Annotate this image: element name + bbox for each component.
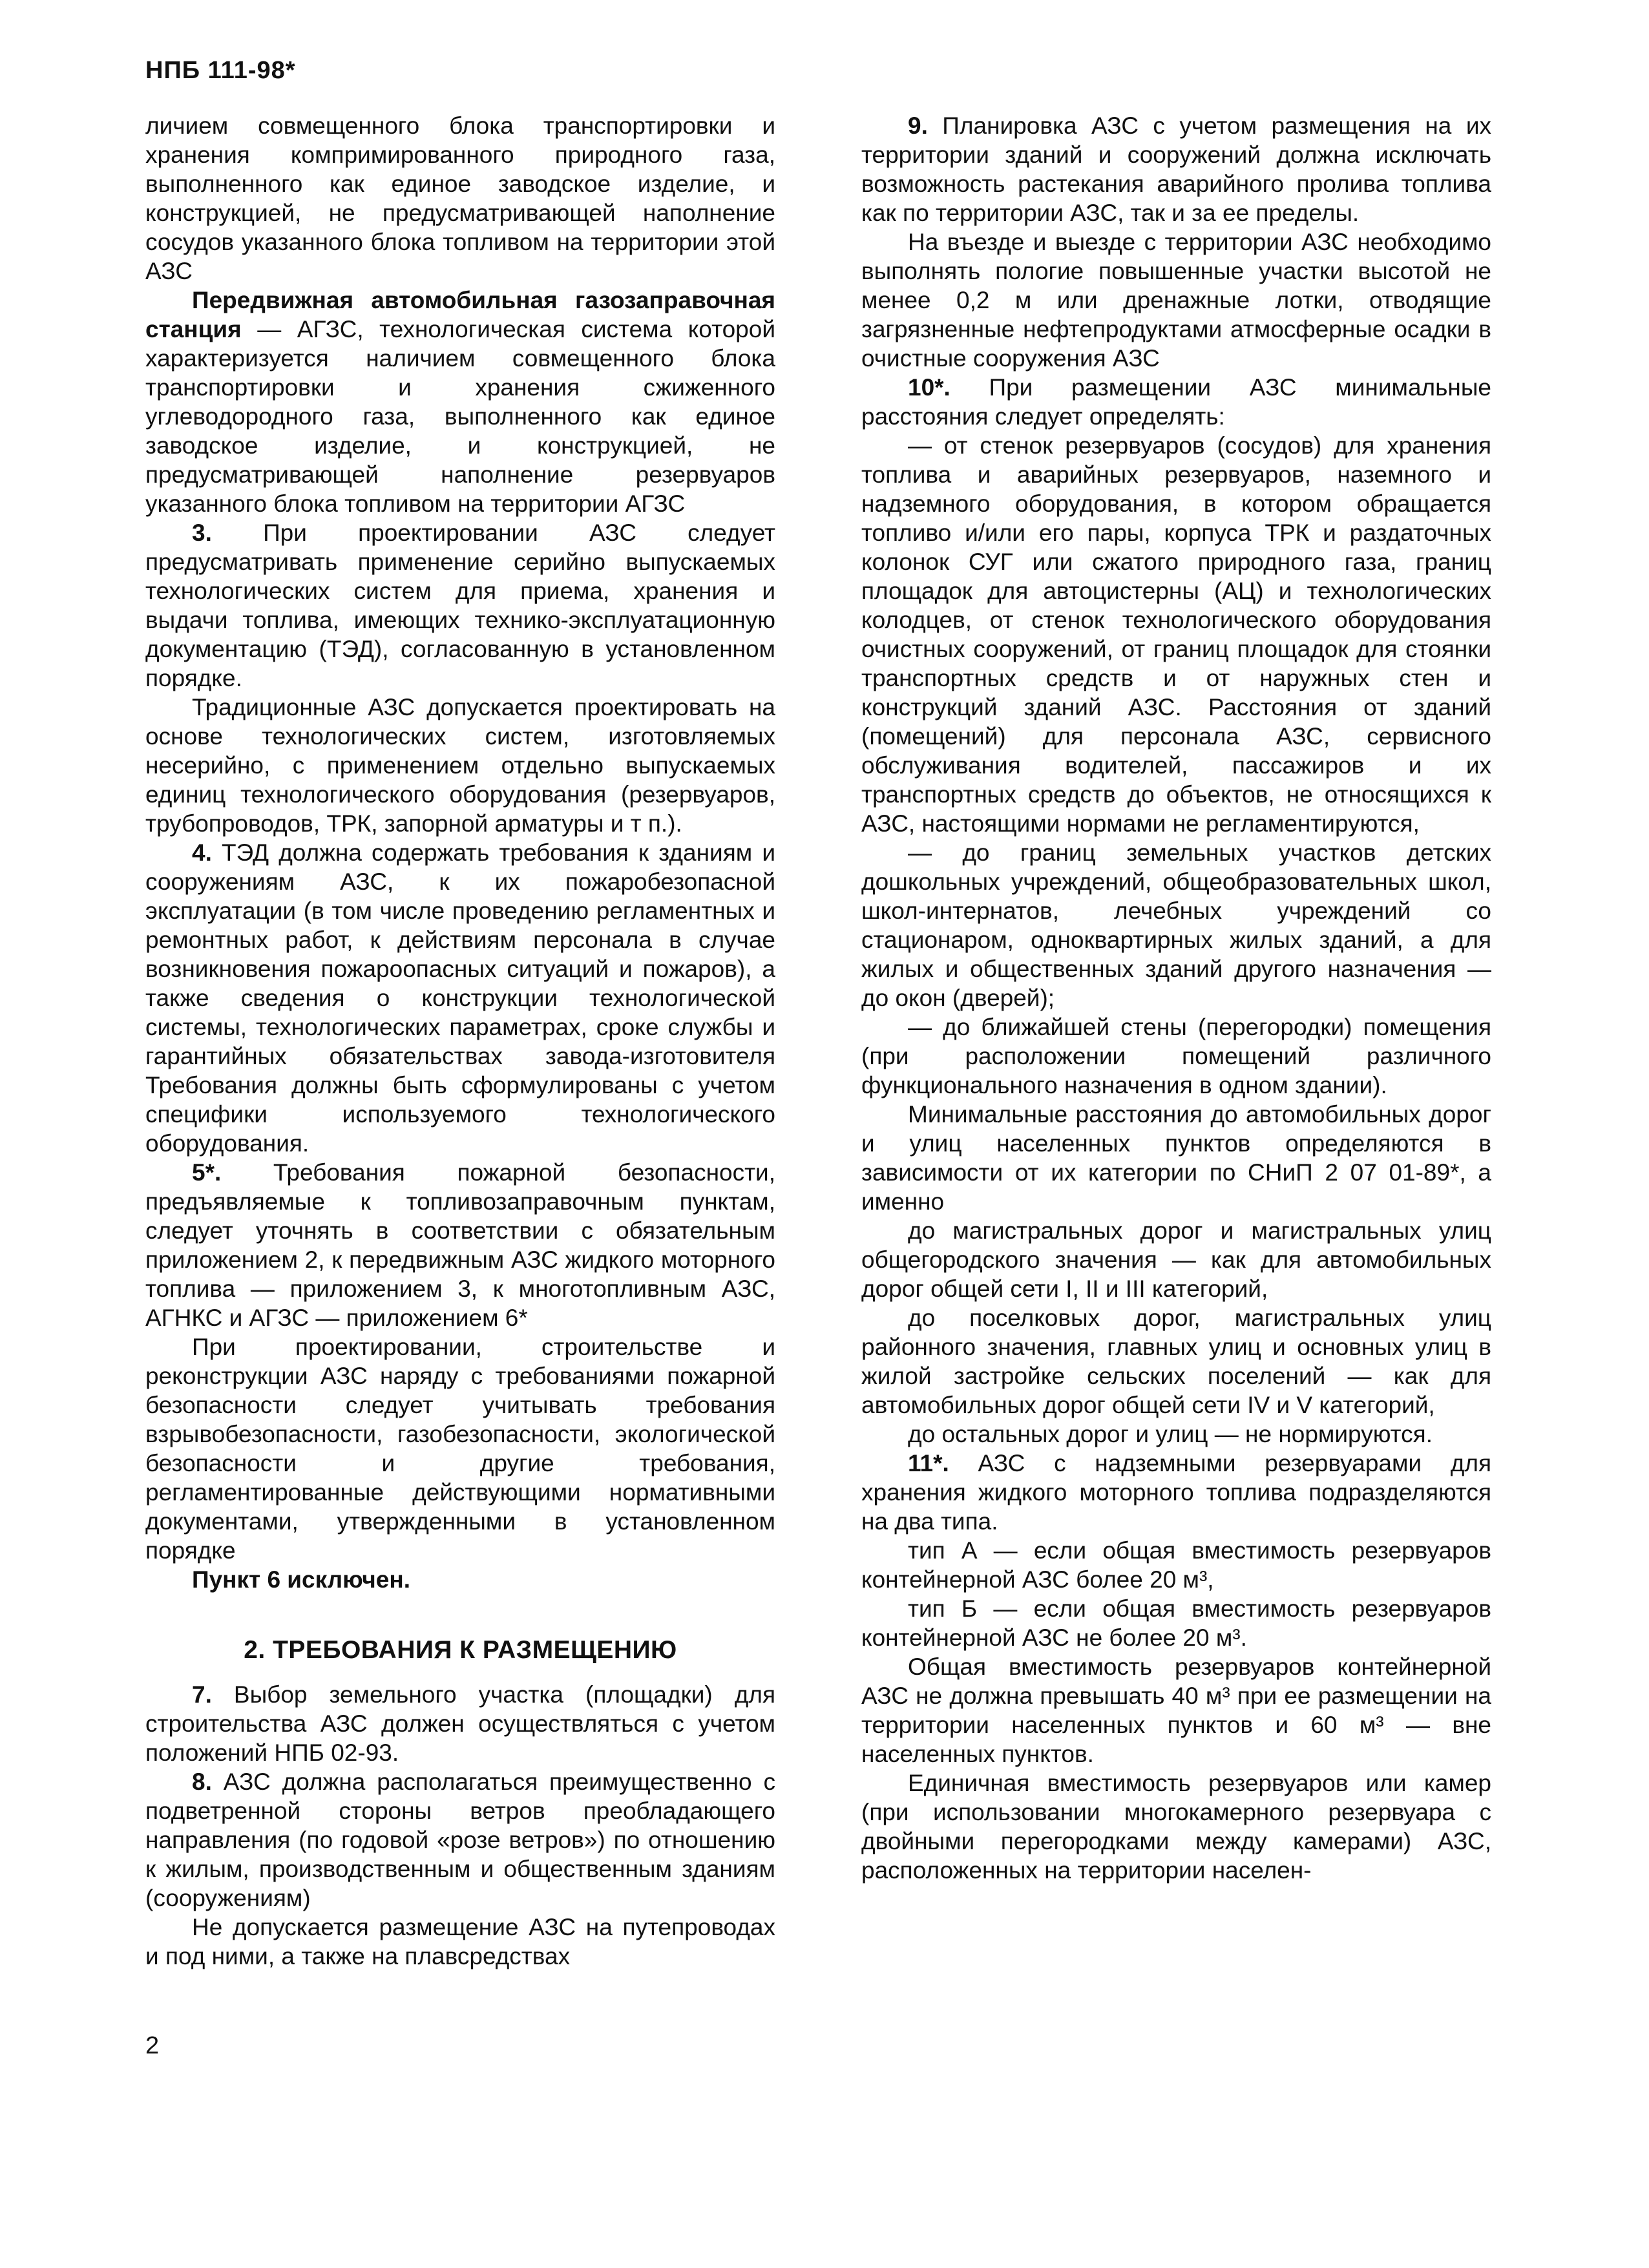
- paragraph-lead: 7.: [192, 1681, 212, 1708]
- paragraph-text: до магистральных дорог и магистральных улиц общегородского значения — как для автомобильных дорог общей сети I, II и III категорий,: [861, 1217, 1491, 1302]
- left-column: [145, 111, 775, 1971]
- left-paragraphs-after-section: [145, 1680, 775, 1971]
- paragraph-text: АЗС с надземными резервуарами для хранения жидкого моторного топлива подразделяются на два типа.: [861, 1450, 1491, 1535]
- paragraph-lead: 11*.: [908, 1450, 949, 1476]
- paragraph: [145, 1332, 775, 1565]
- paragraph: [861, 1536, 1491, 1594]
- paragraph-text: тип А — если общая вместимость резервуаров контейнерной АЗС более 20 м³,: [861, 1537, 1491, 1593]
- paragraph: [145, 111, 775, 286]
- paragraph-text: — до границ земельных участков детских дошкольных учреждений, общеобразовательных школ, школ-интернатов, лечебных учреждений со стационаром, одноквартирных жилых зданий, а для жилых и общественных зданий другого назначения — до окон (дверей);: [861, 839, 1491, 1011]
- right-paragraphs: [861, 111, 1491, 1885]
- document-header: НПБ 111-98*: [145, 57, 296, 84]
- paragraph-text: Выбор земельного участка (площадки) для строительства АЗС должен осуществляться с учетом положений НПБ 02-93.: [145, 1681, 775, 1766]
- section-title: 2. ТРЕБОВАНИЯ К РАЗМЕЩЕНИЮ: [244, 1636, 677, 1664]
- paragraph-text: Единичная вместимость резервуаров или камер (при использовании многокамерного резервуара с двойными перегородками между камерами) АЗС, расположенных на территории населен-: [861, 1770, 1491, 1884]
- paragraph: [145, 693, 775, 838]
- paragraph-text: личием совмещенного блока транспортировки и хранения компримированного природного газа, выполненного как единое заводское изделие, и конструкцией, не предусматривающей наполнение сосудов указанного блока топливом на территории этой АЗС: [145, 112, 775, 284]
- paragraph: [861, 1303, 1491, 1420]
- paragraph: [861, 373, 1491, 431]
- paragraph-text: При размещении АЗС минимальные расстояния следует определять:: [861, 374, 1491, 430]
- paragraph-lead: 4.: [192, 839, 212, 866]
- paragraph-text: тип Б — если общая вместимость резервуаров контейнерной АЗС не более 20 м³.: [861, 1595, 1491, 1651]
- right-column: [861, 111, 1491, 1885]
- paragraph-text: — до ближайшей стены (перегородки) помещения (при расположении помещений различного функционального назначения в одном здании).: [861, 1014, 1491, 1098]
- paragraph-text: ТЭД должна содержать требования к зданиям и сооружениям АЗС, к их пожаробезопасной эксплуатации (в том числе проведению регламентных и ремонтных работ, к действиям персонала в случае возникновения пожароопасных ситуаций и пожаров), а также сведения о конструкции технологической системы, технологических параметрах, сроке службы и гарантийных обязательствах завода-изготовителя Требования должны быть сформулированы с учетом специфики используемого технологического оборудования.: [145, 839, 775, 1157]
- paragraph: [145, 1767, 775, 1913]
- paragraph-text: АЗС должна располагаться преимущественно с подветренной стороны ветров преобладающего направления (по годовой «розе ветров») по отношению к жилым, производственным и общественным зданиям (сооружениям): [145, 1769, 775, 1911]
- paragraph-lead: Передвижная автомобильная газозаправочная станция: [145, 287, 775, 342]
- paragraph: [145, 286, 775, 518]
- paragraph: [861, 1013, 1491, 1100]
- paragraph: [145, 1680, 775, 1767]
- paragraph-text: до поселковых дорог, магистральных улиц районного значения, главных улиц и основных улиц в жилой застройке сельских поселений — как для автомобильных дорог общей сети IV и V категорий,: [861, 1305, 1491, 1418]
- paragraph-text: Минимальные расстояния до автомобильных дорог и улиц населенных пунктов определяются в зависимости от их категории по СНиП 2 07 01-89*, а именно: [861, 1101, 1491, 1215]
- paragraph-lead: Пункт 6 исключен.: [192, 1566, 410, 1593]
- paragraph: [861, 1652, 1491, 1769]
- paragraph-text: — от стенок резервуаров (сосудов) для хранения топлива и аварийных резервуаров, наземного и надземного оборудования, в котором обращается топливо и/или его пары, корпуса ТРК и раздаточных колонок СУГ или сжатого природного газа, границ площадок для автоцистерны (АЦ) и технологических колодцев, от стенок технологического оборудования очистных сооружений, от границ площадок для стоянки транспортных средств и от наружных стен и конструкций зданий АЗС. Расстояния от зданий (помещений) для персонала АЗС, сервисного обслуживания водителей, пассажиров и их транспортных средств до объектов, не относящихся к АЗС, настоящими нормами не регламентируются,: [861, 432, 1491, 837]
- paragraph: [861, 1420, 1491, 1449]
- paragraph: [145, 838, 775, 1158]
- paragraph: [861, 1100, 1491, 1216]
- paragraph: [861, 111, 1491, 227]
- paragraph: [861, 838, 1491, 1013]
- paragraph: [861, 1769, 1491, 1885]
- paragraph-text: При проектировании, строительстве и реконструкции АЗС наряду с требованиями пожарной безопасности следует учитывать требования взрывобезопасности, газобезопасности, экологической безопасности и другие требования, регламентированные действующими нормативными документами, утвержденными в установленном порядке: [145, 1334, 775, 1564]
- paragraph: [861, 1594, 1491, 1652]
- paragraph: [145, 1565, 775, 1594]
- paragraph: [861, 1216, 1491, 1303]
- paragraph: [861, 431, 1491, 838]
- paragraph: [861, 1449, 1491, 1536]
- page-number: 2: [145, 2032, 160, 2059]
- paragraph-text: На въезде и выезде с территории АЗС необходимо выполнять пологие повышенные участки высотой не менее 0,2 м или дренажные лотки, отводящие загрязненные нефтепродуктами атмосферные осадки в очистные сооружения АЗС: [861, 229, 1491, 372]
- paragraph: [145, 1158, 775, 1332]
- paragraph-lead: 9.: [908, 112, 928, 139]
- paragraph: [145, 1913, 775, 1971]
- paragraph-text: — АГЗС, технологическая система которой характеризуется наличием совмещенного блока транспортировки и хранения сжиженного углеводородного газа, выполненного как единое заводское изделие, и конструкцией, не предусматривающей наполнение резервуаров указанного блока топливом на территории АГЗС: [145, 316, 775, 517]
- paragraph-lead: 8.: [192, 1769, 212, 1795]
- paragraph-text: до остальных дорог и улиц — не нормируются.: [908, 1421, 1433, 1447]
- paragraph-text: Общая вместимость резервуаров контейнерной АЗС не должна превышать 40 м³ при ее размещении на территории населенных пунктов и 60 м³ — вне населенных пунктов.: [861, 1654, 1491, 1767]
- paragraph: [861, 227, 1491, 373]
- paragraph-text: Не допускается размещение АЗС на путепроводах и под ними, а также на плавсредствах: [145, 1914, 775, 1969]
- paragraph-text: Традиционные АЗС допускается проектировать на основе технологических систем, изготовляемых несерийно, с применением отдельно выпускаемых единиц технологического оборудования (резервуаров, трубопроводов, ТРК, запорной арматуры и т п.).: [145, 694, 775, 837]
- paragraph-lead: 5*.: [192, 1159, 222, 1186]
- paragraph-text: Планировка АЗС с учетом размещения на их территории зданий и сооружений должна исключать возможность растекания аварийного пролива топлива как по территории АЗС, так и за ее пределы.: [861, 112, 1491, 226]
- paragraph: [145, 518, 775, 693]
- paragraph-text: При проектировании АЗС следует предусматривать применение серийно выпускаемых технологических систем для приема, хранения и выдачи топлива, имеющих технико-эксплуатационную документацию (ТЭД), согласованную в установленном порядке.: [145, 520, 775, 691]
- left-paragraphs: [145, 111, 775, 1594]
- paragraph-lead: 3.: [192, 520, 212, 546]
- paragraph-text: Требования пожарной безопасности, предъявляемые к топливозаправочным пунктам, следует уточнять в соответствии с обязательным приложением 2, к передвижным АЗС жидкого моторного топлива — приложением 3, к многотопливным АЗС, АГНКС и АГЗС — приложением 6*: [145, 1159, 775, 1331]
- paragraph-lead: 10*.: [908, 374, 951, 401]
